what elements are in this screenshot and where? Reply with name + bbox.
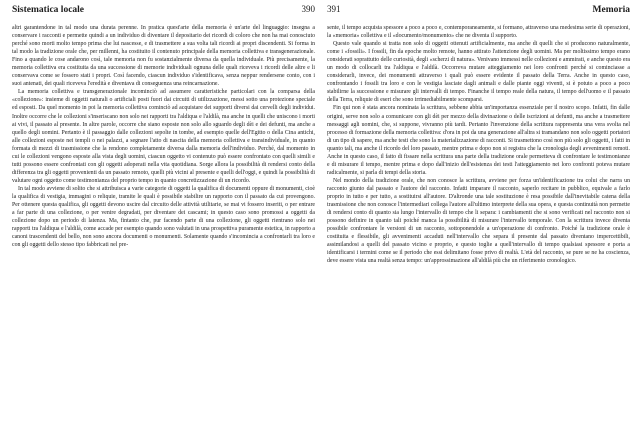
right-paragraph-2: Questo vale quando si tratta non solo di oggetti ottenuti artificialmente, ma anche di quelli che si producono naturalmente, come i «fossili». I fossili, fin da epoche molto remote, hanno attirato l'attenzione degli uomini. Ma per moltissimo tempo erano considerati soprattutto delle curiosità, degli «scherzi di natura». Venivano immessi nelle collezioni e ammirati, e anche questo era un modo di collocarli tra l'aldiqua e l'aldilà. Occorreva mutare atteggiamento nei loro confronti perché si cominciasse a considerarli, invece, dei monumenti attraverso i quali può essere evidente il passato della Terra. Anche in questo caso, confrontando i fossili tra loro e con le vestigia lasciate dagli animali e dalle piante oggi viventi, si è potuto a poco a poco stabilirne la successione e misurare gli intervalli di tempo. Finanche il tempo reale della natura, il tempo dell'uomo e il passato della Terra, reliquie di eseri che sono irrimediabilmente scomparsi.	[327, 41, 630, 104]
right-page	[327, 0, 630, 446]
left-running-head	[12, 4, 315, 20]
left-paragraph-2: La memoria collettiva e transgenerazionale incominciò ad assumere caratteristiche particolari con la comparsa della «collezione»: insieme di oggetti naturali o artificiali posti fuori dai circuiti di utilizzazione, messi sotto una protezione speciale ed esposti. Da quel momento in poi la memoria collettiva cominciò ad acquistare dei supporti diversi dai cervelli degli individui. Inoltre occorre che le collezioni s'inseriscano non solo nei rapporti tra l'aldiqua e l'aldilà, ma anche in quelli che uniscono i morti ai vivi, il passato al presente. In altre parole, occorre che siano esposte non solo allo sguardo degli dèi e dei defunti, ma anche a quello degli uomini. Pertanto è il passaggio dalle collezioni sepolte in tombe, ad esempio quelle dell'Egitto o della Cina antichi, alle collezioni esposte nei templi o nei palazzi, a segnare l'atto di nascita della memoria collettiva e transindividuale, in quanto formata di mezzi di trasmissione che la rendono completamente diversa dalla memoria dell'individuo. Perché, dal momento in cui le collezioni vengono esposte alla vista degli uomini, ciascun oggetto vi contenuto può essere confrontato con quelli simili e tutti possono essere confrontati con gli oggetti adoperati nella vita quotidiana. Sorge allora la possibilità di rendersi conto della differenza tra gli oggetti provenienti da un passato remoto, quelli più vicini al presente e quelli dell'oggi, e quindi la possibilità di valutare ogni oggetto come testimonianza del proprio tempo in quanto concretizzazione di un ricordo.	[12, 89, 315, 184]
left-page	[12, 0, 315, 446]
right-paragraph-4: Nel mondo della tradizione orale, che non conosce la scrittura, avviene per forza un'identificazione tra colui che narra un racconto giunto dal passato e l'autore del racconto. Infatti imparare il racconto, saperlo recitare in pubblico, equivale a farlo proprio in tutto e per tutto, a sostituirsi all'autore. D'altronde una tale sostituzione è resa possibile dall'inevitabile catena della trasmissione che non conosce l'intermediari collega l'autore all'ultimo interprete della sua opera, e questa continuità non permette di rendersi conto di quanto sia lungo l'intervallo di tempo che li separa: i cambiamenti che si sono verificati nel racconto non si possono definire in quanto tali poiché manca la possibilità di misurare l'intervallo temporale. Con la scrittura invece diventa possibile confrontare le versioni di un racconto, sottoponendole a un'operazione di confronto. Poiché la tradizione orale è costituita e flessibile, gli avvenimenti accaduti nell'intervallo che separa il presente dal passato diventano impercettibili, assimilandosi a quelli del passato vicino e proprio, e questo toglie a quell'intervallo di tempo qualsiasi spessore e porta a identificarsi i termini come se il periodo che essi delimitano fosse privo di realtà. L'età del racconto, se pure se ne ha coscienza, deve essere vista una realtà senza tempo: un'approssimazione all'aldilà più che un riferimento cronologico.	[327, 177, 630, 265]
right-paragraph-3: Fin qui non è stata ancora nominata la scrittura, sebbene abbia un'importanza essenziale per il nostro scopo. Infatti, fin dalle origini, serve non solo a comunicare con gli dèi per mezzo della divinazione o delle iscrizioni ai defunti, ma anche a trasmettere messaggi agli uomini, che, si suppone, vivranno più tardi. Pertanto l'invenzione della scrittura rappresenta una vera svolta nel processo di formazione della memoria collettiva: d'ora in poi da una generazione all'altra si tramandano non solo oggetti portatori di un tipo di sapere, ma anche testi che sono la materializzazione di racconti. Si trasmettono così non più solo gli oggetti, i fatti in quanto tali, ma anche il ricordo del loro passato, mentre prima e dopo non si registra che la cronologia degli avvenimenti remoti. Anche in questo caso, il fatto di fissare nella scrittura una parte della tradizione orale permetteva di confrontare le testimonianze e di misurare il tempo, mentre prima e dopo dall'inizio dell'esistenza dei testi l'atteggiamento nei loro confronti poteva mutare radicalmente, si parla di tempi della storia.	[327, 105, 630, 176]
left-body-text	[12, 24, 315, 249]
right-page-number: 391	[327, 4, 341, 14]
right-body-text	[327, 24, 630, 265]
left-running-title: Sistematica locale	[12, 5, 85, 15]
right-paragraph-1: sente, il tempo acquista spessore a poco a poco e, contemporaneamente, si formano, attraverso una medesima serie di operazioni, la «memoria» collettiva e il «documento/monumento» che ne diventa il supporto.	[327, 25, 630, 40]
left-paragraph-3: In tal modo avviene di solito che si attribuisca a varie categorie di oggetti la qualifica di documenti oppure di monumenti, cioè la qualifica di vestigia, immagini o reliquie, tramite le quali è possibile stabilire un rapporto con il passato da cui provengono. Per ottenere questa qualifica, gli oggetti devono uscire dal circuito delle attività utilitarie, se mai vi fossero inseriti, o per entrare a far parte di una collezione, o per venire degradati, per diventare dei cascami; in questo caso sono promossi a oggetti da collezione dopo un periodo di latenza. Ma, fintanto che, pur facendo parte di una collezione, gli oggetti rientrano solo nei rapporti tra l'aldiqua e l'aldilà, come accade per esempio quando sono valutati in una prospettiva puramente estetica, in rapporto a canoni trascendenti del bello, non sono ancora documenti o monumenti. Solamente quando s'incomincia a confrontarli tra loro e con gli oggetti dello stesso tipo fabbricati nel pre-	[12, 185, 315, 249]
left-paragraph-1: altri garantendone in tal modo una durata perenne. In pratica quest'arte della memoria è un'arte del linguaggio: insegna a conservare i racconti e permette quindi a un individuo di diventare il depositario dei ricordi di coloro che non ha mai conosciuto perché sono morti molto tempo prima che lui nascesse, e di trasmettere a sua volta tali ricordi ai propri discendenti. Si forma in tal modo la tradizione orale che, per millenni, ha costituito il contenuto principale della memoria collettiva e transgenerazionale. Fino a quando le cose andarono così, tale memoria non fu sostanzialmente diversa da quella individuale. Più precisamente, la memoria collettiva era costituita da una successione di memorie individuali ognuna delle quali riceveva i ricordi delle altre e li conservava come se fossero stati i propri. Così facendo, ciascun individuo s'identificava, senza neppur rendersene conto, con i suoi antenati, dei quali riceveva l'eredità e diventava di conseguenza una reincarnazione.	[12, 25, 315, 88]
left-page-number: 390	[301, 4, 315, 14]
right-running-head	[327, 4, 630, 20]
right-running-title: Memoria	[592, 5, 630, 15]
